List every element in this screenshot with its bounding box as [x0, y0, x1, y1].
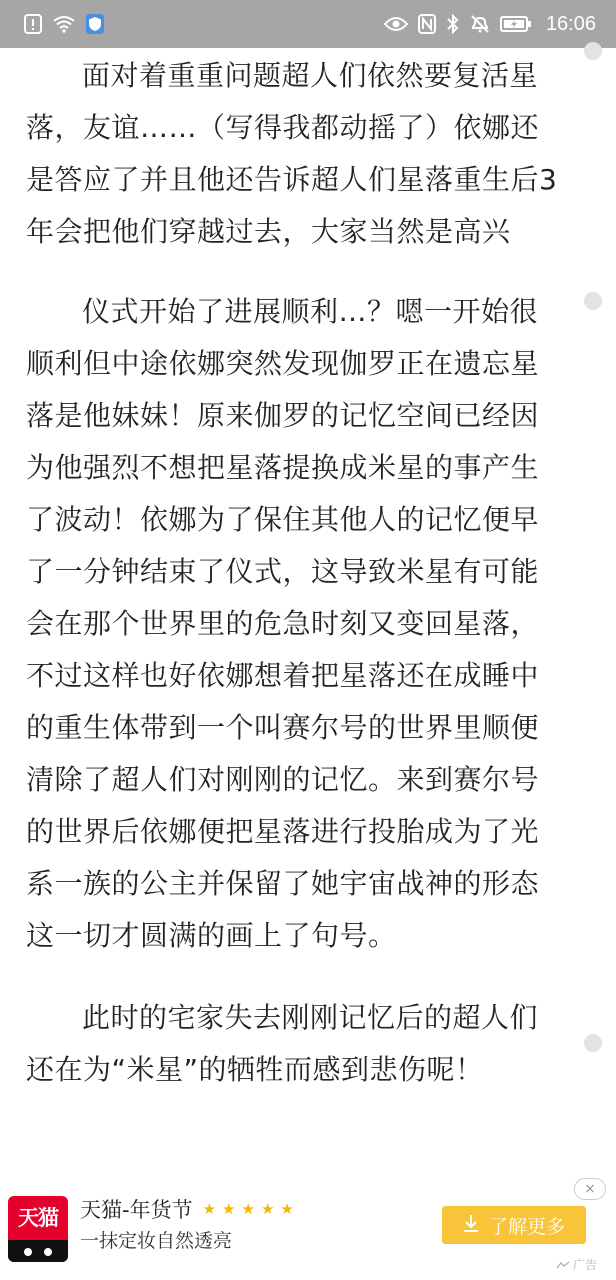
- ad-title-row: [80, 1194, 294, 1224]
- ad-title: 天猫-年货节: [80, 1198, 193, 1222]
- cat-eye-left: [24, 1248, 32, 1256]
- nfc-icon: [418, 14, 436, 34]
- learn-more-button[interactable]: [442, 1206, 586, 1244]
- bluetooth-icon: [446, 14, 460, 34]
- star-icon: ★: [280, 1199, 294, 1218]
- paragraph-2: 仪式开始了进展顺利…？嗯一开始很顺利但中途依娜突然发现伽罗正在遗忘星落是他妹妹！原来伽罗的记忆空间已经因为他强烈不想把星落提换成米星的事产生了波动！依娜为了保住其他人的记忆便早了一分钟结束了仪式，这导致米星有可能会在那个世界里的危急时刻又变回星落，不过这样也好依娜想着把星落还在成睡中的重生体带到一个叫赛尔号的世界里顺便清除了超人们对刚刚的记忆。来到赛尔号的世界后依娜便把星落进行投胎成为了光系一族的公主并保留了她宇宙战神的形态这一切才圆满的画上了句号。: [26, 295, 540, 952]
- shield-icon: [86, 14, 104, 34]
- ad-mark-icon: [556, 1258, 570, 1272]
- status-bar: [0, 0, 616, 48]
- ad-banner[interactable]: [0, 1168, 616, 1280]
- battery-icon: [500, 15, 532, 33]
- mute-icon: [470, 14, 490, 34]
- paragraph-1: 面对着重重问题超人们依然要复活星落，友谊……（写得我都动摇了）依娜还是答应了并且他还告诉超人们星落重生后3年会把他们穿越过去，大家当然是高兴: [26, 59, 558, 248]
- star-icon: ★: [202, 1199, 217, 1218]
- eye-icon: [384, 16, 408, 32]
- ad-label-text: 广告: [573, 1258, 598, 1272]
- ad-label: [556, 1256, 597, 1273]
- status-bar-left: [24, 14, 104, 34]
- ad-close-button[interactable]: [574, 1178, 606, 1200]
- paragraph-comment-dot-2[interactable]: [584, 292, 602, 310]
- wifi-icon: [52, 15, 76, 33]
- article-body: [26, 50, 566, 1126]
- status-time: 16:06: [545, 12, 596, 35]
- tmall-logo-text: 天猫: [18, 1206, 58, 1230]
- star-icon: ★: [241, 1199, 255, 1218]
- cat-eye-right: [44, 1248, 52, 1256]
- star-icon: ★: [222, 1199, 236, 1218]
- close-icon: ×: [584, 1181, 596, 1197]
- paragraph-3: 此时的宅家失去刚刚记忆后的超人们还在为“米星”的牺牲而感到悲伤呢！: [26, 1001, 539, 1086]
- download-arrow-icon: [463, 1214, 479, 1237]
- tmall-cat-face: [8, 1240, 68, 1262]
- learn-more-label: 了解更多: [488, 1215, 565, 1238]
- ad-rating: [202, 1199, 294, 1218]
- status-bar-right: [384, 13, 596, 36]
- paragraph-comment-dot-3[interactable]: [584, 1034, 602, 1052]
- star-icon: ★: [260, 1199, 275, 1218]
- alert-icon: [24, 14, 42, 34]
- ad-description: 一抹定妆自然透亮: [80, 1230, 233, 1252]
- paragraph-comment-dot-1[interactable]: [584, 42, 602, 60]
- tmall-logo: [8, 1196, 68, 1262]
